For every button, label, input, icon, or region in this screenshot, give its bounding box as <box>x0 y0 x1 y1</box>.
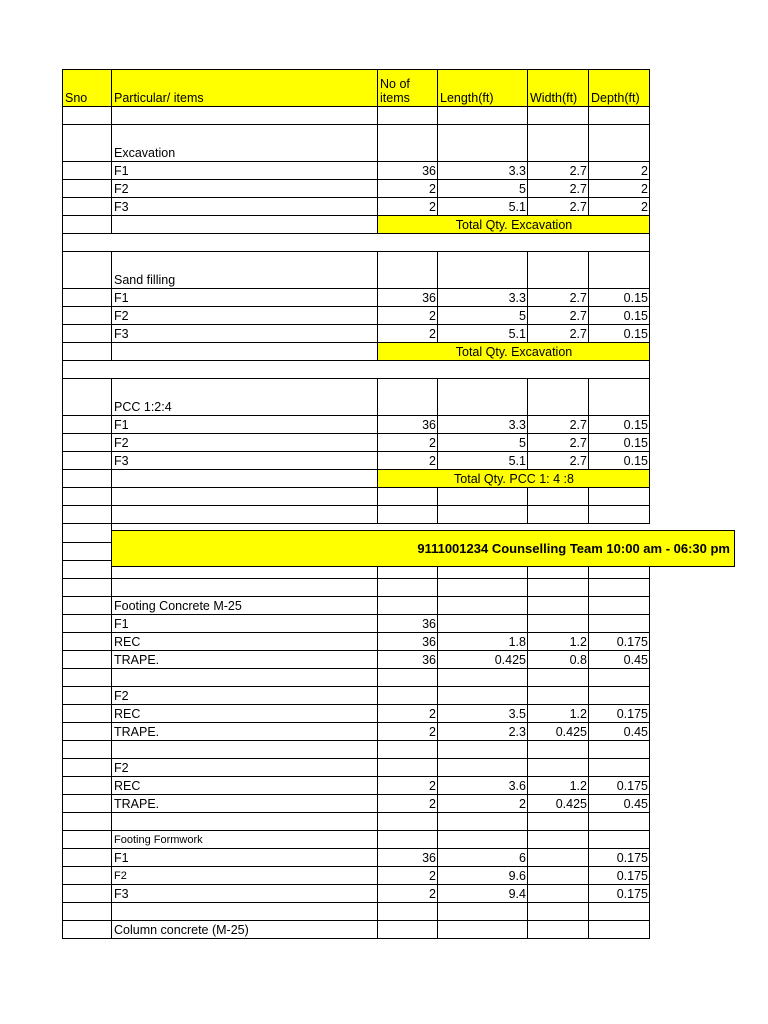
width-cell[interactable] <box>527 596 589 615</box>
sno-cell[interactable] <box>62 722 112 741</box>
length-cell[interactable]: 5.1 <box>437 324 528 343</box>
particular-cell[interactable]: TRAPE. <box>111 722 378 741</box>
length-cell[interactable] <box>437 902 528 921</box>
no-of-items-cell[interactable] <box>377 505 438 524</box>
depth-cell[interactable]: 0.15 <box>588 324 650 343</box>
length-cell[interactable]: 3.6 <box>437 776 528 795</box>
depth-cell[interactable]: 0.45 <box>588 794 650 813</box>
sno-cell[interactable] <box>62 578 112 597</box>
length-cell[interactable]: 2.3 <box>437 722 528 741</box>
no-of-items-cell[interactable]: 36 <box>377 161 438 180</box>
particular-cell[interactable] <box>111 469 378 488</box>
particular-cell[interactable] <box>111 505 378 524</box>
width-cell[interactable]: 1.2 <box>527 776 589 795</box>
no-of-items-cell[interactable] <box>377 578 438 597</box>
sno-cell[interactable] <box>62 632 112 651</box>
length-cell[interactable] <box>437 920 528 939</box>
length-cell[interactable]: 6 <box>437 848 528 867</box>
sno-cell[interactable] <box>62 215 112 234</box>
header-no-of-items[interactable] <box>377 69 438 107</box>
sno-cell[interactable] <box>62 451 112 470</box>
width-cell[interactable] <box>527 866 589 885</box>
sno-cell[interactable] <box>62 848 112 867</box>
width-cell[interactable]: 2.7 <box>527 451 589 470</box>
no-of-items-cell[interactable]: 36 <box>377 288 438 307</box>
depth-cell[interactable]: 0.175 <box>588 848 650 867</box>
sno-cell[interactable] <box>62 704 112 723</box>
no-of-items-cell[interactable]: 36 <box>377 415 438 434</box>
length-cell[interactable] <box>437 758 528 777</box>
sno-cell[interactable] <box>62 668 112 687</box>
sno-cell[interactable] <box>62 920 112 939</box>
depth-cell[interactable] <box>588 812 650 831</box>
no-of-items-cell[interactable] <box>377 596 438 615</box>
no-of-items-cell[interactable]: 2 <box>377 794 438 813</box>
particular-cell[interactable]: F2 <box>111 179 378 198</box>
no-of-items-cell[interactable]: 2 <box>377 451 438 470</box>
no-of-items-cell[interactable] <box>377 124 438 162</box>
depth-cell[interactable]: 0.45 <box>588 722 650 741</box>
depth-cell[interactable]: 0.15 <box>588 451 650 470</box>
length-cell[interactable] <box>437 830 528 849</box>
particular-cell[interactable] <box>111 106 378 125</box>
header-no-of-items-line1: No of <box>380 77 410 91</box>
depth-cell[interactable]: 0.175 <box>588 704 650 723</box>
no-of-items-cell[interactable]: 2 <box>377 866 438 885</box>
sno-cell[interactable] <box>62 776 112 795</box>
particular-cell[interactable] <box>111 487 378 506</box>
counselling-banner: 9111001234 Counselling Team 10:00 am - 06:30 pm <box>111 530 735 567</box>
spacer-row[interactable] <box>62 360 650 379</box>
no-of-items-cell[interactable] <box>377 487 438 506</box>
length-cell[interactable]: 0.425 <box>437 650 528 669</box>
particular-cell[interactable]: F2 <box>111 306 378 325</box>
width-cell[interactable] <box>527 614 589 633</box>
depth-cell[interactable]: 0.15 <box>588 433 650 452</box>
depth-cell[interactable] <box>588 251 650 289</box>
no-of-items-cell[interactable]: 2 <box>377 704 438 723</box>
particular-cell[interactable]: F1 <box>111 848 378 867</box>
depth-cell[interactable]: 0.15 <box>588 306 650 325</box>
width-cell[interactable] <box>527 505 589 524</box>
particular-cell[interactable] <box>111 342 378 361</box>
width-cell[interactable] <box>527 124 589 162</box>
length-cell[interactable]: 3.3 <box>437 415 528 434</box>
header-depth[interactable]: Depth(ft) <box>588 69 650 107</box>
depth-cell[interactable] <box>588 614 650 633</box>
length-cell[interactable] <box>437 812 528 831</box>
sno-cell[interactable] <box>62 794 112 813</box>
no-of-items-cell[interactable]: 36 <box>377 614 438 633</box>
width-cell[interactable] <box>527 920 589 939</box>
no-of-items-cell[interactable]: 2 <box>377 884 438 903</box>
width-cell[interactable]: 2.7 <box>527 415 589 434</box>
header-length[interactable]: Length(ft) <box>437 69 528 107</box>
depth-cell[interactable] <box>588 505 650 524</box>
depth-cell[interactable] <box>588 740 650 759</box>
length-cell[interactable] <box>437 686 528 705</box>
sno-cell[interactable] <box>62 902 112 921</box>
width-cell[interactable]: 2.7 <box>527 306 589 325</box>
length-cell[interactable] <box>437 251 528 289</box>
depth-cell[interactable]: 2 <box>588 197 650 216</box>
spacer-row[interactable] <box>62 233 650 252</box>
no-of-items-cell[interactable] <box>377 740 438 759</box>
no-of-items-cell[interactable]: 2 <box>377 197 438 216</box>
width-cell[interactable] <box>527 686 589 705</box>
no-of-items-cell[interactable]: 36 <box>377 650 438 669</box>
length-cell[interactable] <box>437 596 528 615</box>
sno-cell[interactable] <box>62 686 112 705</box>
no-of-items-cell[interactable]: 2 <box>377 324 438 343</box>
length-cell[interactable]: 5 <box>437 433 528 452</box>
sno-cell[interactable] <box>62 505 112 524</box>
particular-cell[interactable] <box>111 902 378 921</box>
particular-cell[interactable]: F2 <box>111 866 378 885</box>
depth-cell[interactable]: 0.45 <box>588 650 650 669</box>
no-of-items-cell[interactable]: 36 <box>377 848 438 867</box>
depth-cell[interactable]: 2 <box>588 161 650 180</box>
particular-cell[interactable]: F3 <box>111 884 378 903</box>
depth-cell[interactable]: 0.15 <box>588 415 650 434</box>
particular-cell[interactable]: F3 <box>111 197 378 216</box>
width-cell[interactable] <box>527 578 589 597</box>
depth-cell[interactable] <box>588 596 650 615</box>
particular-cell[interactable] <box>111 812 378 831</box>
particular-cell[interactable]: REC <box>111 704 378 723</box>
depth-cell[interactable] <box>588 902 650 921</box>
length-cell[interactable] <box>437 668 528 687</box>
particular-cell[interactable]: F2 <box>111 758 378 777</box>
particular-cell[interactable]: F1 <box>111 614 378 633</box>
length-cell[interactable]: 3.5 <box>437 704 528 723</box>
no-of-items-cell[interactable] <box>377 830 438 849</box>
length-cell[interactable]: 5.1 <box>437 451 528 470</box>
width-cell[interactable]: 2.7 <box>527 288 589 307</box>
no-of-items-cell[interactable] <box>377 758 438 777</box>
sno-cell[interactable] <box>62 740 112 759</box>
width-cell[interactable]: 0.425 <box>527 794 589 813</box>
header-sno[interactable]: Sno <box>62 69 112 107</box>
sno-cell[interactable] <box>62 560 112 579</box>
particular-cell[interactable] <box>111 578 378 597</box>
particular-cell[interactable] <box>111 740 378 759</box>
width-cell[interactable]: 0.425 <box>527 722 589 741</box>
depth-cell[interactable]: 0.175 <box>588 884 650 903</box>
length-cell[interactable] <box>437 578 528 597</box>
length-cell[interactable]: 2 <box>437 794 528 813</box>
length-cell[interactable] <box>437 505 528 524</box>
particular-cell[interactable]: REC <box>111 632 378 651</box>
no-of-items-cell[interactable]: 2 <box>377 306 438 325</box>
depth-cell[interactable] <box>588 668 650 687</box>
width-cell[interactable]: 1.2 <box>527 632 589 651</box>
particular-cell[interactable]: F1 <box>111 415 378 434</box>
depth-cell[interactable]: 0.175 <box>588 632 650 651</box>
particular-cell[interactable]: F3 <box>111 451 378 470</box>
sno-cell[interactable] <box>62 161 112 180</box>
width-cell[interactable] <box>527 830 589 849</box>
width-cell[interactable]: 2.7 <box>527 433 589 452</box>
width-cell[interactable] <box>527 812 589 831</box>
particular-cell[interactable]: PCC 1:2:4 <box>111 378 378 416</box>
width-cell[interactable] <box>527 668 589 687</box>
sno-cell[interactable] <box>62 812 112 831</box>
header-particular[interactable]: Particular/ items <box>111 69 378 107</box>
particular-cell[interactable]: Column concrete (M-25) <box>111 920 378 939</box>
no-of-items-cell[interactable] <box>377 251 438 289</box>
length-cell[interactable] <box>437 740 528 759</box>
length-cell[interactable]: 3.3 <box>437 288 528 307</box>
length-cell[interactable]: 5 <box>437 179 528 198</box>
depth-cell[interactable] <box>588 124 650 162</box>
no-of-items-cell[interactable] <box>377 686 438 705</box>
depth-cell[interactable] <box>588 106 650 125</box>
no-of-items-cell[interactable]: 2 <box>377 776 438 795</box>
width-cell[interactable] <box>527 740 589 759</box>
sno-cell[interactable] <box>62 542 112 561</box>
particular-cell[interactable]: F1 <box>111 288 378 307</box>
width-cell[interactable] <box>527 848 589 867</box>
header-width[interactable]: Width(ft) <box>527 69 589 107</box>
depth-cell[interactable] <box>588 830 650 849</box>
sno-cell[interactable] <box>62 830 112 849</box>
width-cell[interactable] <box>527 758 589 777</box>
particular-cell[interactable]: F1 <box>111 161 378 180</box>
sno-cell[interactable] <box>62 324 112 343</box>
sno-cell[interactable] <box>62 197 112 216</box>
width-cell[interactable] <box>527 106 589 125</box>
particular-cell[interactable]: F2 <box>111 433 378 452</box>
length-cell[interactable] <box>437 378 528 416</box>
particular-cell[interactable] <box>111 215 378 234</box>
sno-cell[interactable] <box>62 342 112 361</box>
sno-cell[interactable] <box>62 288 112 307</box>
no-of-items-cell[interactable] <box>377 920 438 939</box>
no-of-items-cell[interactable]: 2 <box>377 433 438 452</box>
sno-cell[interactable] <box>62 251 112 289</box>
depth-cell[interactable] <box>588 378 650 416</box>
length-cell[interactable] <box>437 614 528 633</box>
sno-cell[interactable] <box>62 433 112 452</box>
length-cell[interactable] <box>437 487 528 506</box>
depth-cell[interactable] <box>588 920 650 939</box>
width-cell[interactable]: 1.2 <box>527 704 589 723</box>
depth-cell[interactable] <box>588 578 650 597</box>
particular-cell[interactable]: F3 <box>111 324 378 343</box>
no-of-items-cell[interactable]: 36 <box>377 632 438 651</box>
header-no-of-items-line2: items <box>380 91 410 105</box>
sno-cell[interactable] <box>62 415 112 434</box>
width-cell[interactable] <box>527 378 589 416</box>
particular-cell[interactable]: Excavation <box>111 124 378 162</box>
depth-cell[interactable]: 0.175 <box>588 866 650 885</box>
depth-cell[interactable]: 0.175 <box>588 776 650 795</box>
sno-cell[interactable] <box>62 866 112 885</box>
sno-cell[interactable] <box>62 306 112 325</box>
particular-cell[interactable] <box>111 668 378 687</box>
sno-cell[interactable] <box>62 179 112 198</box>
width-cell[interactable]: 2.7 <box>527 179 589 198</box>
sno-cell[interactable] <box>62 106 112 125</box>
particular-cell[interactable]: F2 <box>111 686 378 705</box>
length-cell[interactable] <box>437 124 528 162</box>
sno-cell[interactable] <box>62 596 112 615</box>
sno-cell[interactable] <box>62 487 112 506</box>
length-cell[interactable]: 1.8 <box>437 632 528 651</box>
total-qty-cell[interactable]: Total Qty. PCC 1: 4 :8 <box>377 469 650 488</box>
width-cell[interactable]: 2.7 <box>527 197 589 216</box>
sno-cell[interactable] <box>62 884 112 903</box>
depth-cell[interactable] <box>588 686 650 705</box>
width-cell[interactable] <box>527 902 589 921</box>
particular-cell[interactable]: TRAPE. <box>111 650 378 669</box>
width-cell[interactable]: 2.7 <box>527 161 589 180</box>
length-cell[interactable]: 9.4 <box>437 884 528 903</box>
length-cell[interactable] <box>437 106 528 125</box>
particular-cell[interactable]: Footing Concrete M-25 <box>111 596 378 615</box>
total-qty-cell[interactable]: Total Qty. Excavation <box>377 215 650 234</box>
sno-cell[interactable] <box>62 758 112 777</box>
length-cell[interactable]: 5 <box>437 306 528 325</box>
length-cell[interactable]: 9.6 <box>437 866 528 885</box>
sno-cell[interactable] <box>62 378 112 416</box>
sno-cell[interactable] <box>62 124 112 162</box>
depth-cell[interactable]: 2 <box>588 179 650 198</box>
length-cell[interactable]: 3.3 <box>437 161 528 180</box>
width-cell[interactable]: 2.7 <box>527 324 589 343</box>
total-qty-cell[interactable]: Total Qty. Excavation <box>377 342 650 361</box>
no-of-items-cell[interactable] <box>377 106 438 125</box>
depth-cell[interactable] <box>588 758 650 777</box>
sno-cell[interactable] <box>62 614 112 633</box>
sno-cell[interactable] <box>62 469 112 488</box>
sno-cell[interactable] <box>62 650 112 669</box>
width-cell[interactable]: 0.8 <box>527 650 589 669</box>
no-of-items-cell[interactable]: 2 <box>377 722 438 741</box>
length-cell[interactable]: 5.1 <box>437 197 528 216</box>
particular-cell[interactable]: Footing Formwork <box>111 830 378 849</box>
depth-cell[interactable] <box>588 487 650 506</box>
particular-cell[interactable]: REC <box>111 776 378 795</box>
width-cell[interactable] <box>527 884 589 903</box>
no-of-items-cell[interactable] <box>377 378 438 416</box>
particular-cell[interactable]: Sand filling <box>111 251 378 289</box>
no-of-items-cell[interactable] <box>377 902 438 921</box>
no-of-items-cell[interactable] <box>377 812 438 831</box>
width-cell[interactable] <box>527 487 589 506</box>
depth-cell[interactable]: 0.15 <box>588 288 650 307</box>
no-of-items-cell[interactable] <box>377 668 438 687</box>
width-cell[interactable] <box>527 251 589 289</box>
no-of-items-cell[interactable]: 2 <box>377 179 438 198</box>
particular-cell[interactable]: TRAPE. <box>111 794 378 813</box>
